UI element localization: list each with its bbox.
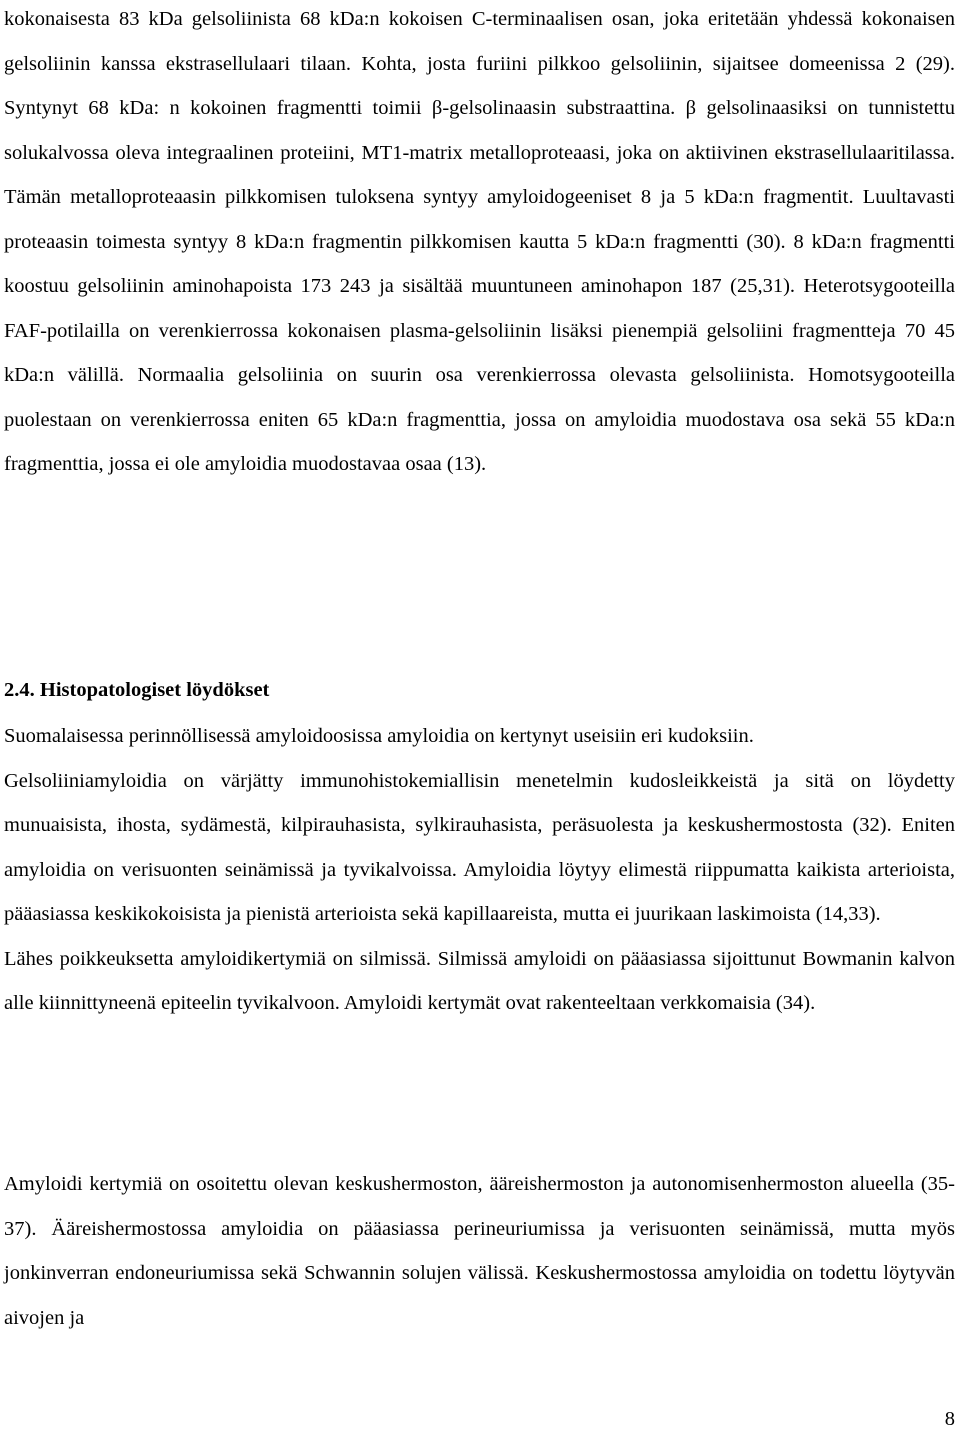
paragraph-line-intro: Suomalaisessa perinnöllisessä amyloidoosissa amyloidia on kertynyt useisiin eri kudoksiin. (4, 725, 754, 747)
paragraph-eyes: Lähes poikkeuksetta amyloidikertymiä on silmissä. Silmissä amyloidi on pääasiassa sijoittunut Bowmanin kalvon alle kiinnittyneenä epiteelin tyvikalvoon. Amyloidi kertymät ovat rakenteeltaan verkkomaisia (34). (4, 947, 955, 1014)
page-number: 8 (944, 1408, 955, 1430)
paragraph-nervous-system: Amyloidi kertymiä on osoitettu olevan keskushermoston, ääreishermoston ja autonomisenhermoston alueella (35-37). Ääreishermostossa amyloidia on pääasiassa perineuriumissa ja verisuonten seinämissä, mutta myös jonkinverran endoneuriumissa sekä Schwannin solujen välissä. Keskushermostossa amyloidia on todettu löytyvän aivojen ja (4, 1173, 955, 1329)
section-number: 2.4. (4, 679, 35, 701)
section-title: Histopatologiset löydökset (39, 679, 270, 701)
section-heading (4, 670, 269, 710)
paragraph-immunohistochemistry: Gelsoliiniamyloidia on värjätty immunohistokemiallisin menetelmin kudosleikkeistä ja sitä on löydetty munuaisista, ihosta, sydämestä, kilpirauhasista, sylkirauhasista, peräsuolesta ja keskushermostosta (32). Eniten amyloidia on verisuonten seinämissä ja tyvikalvoissa. Amyloidia löytyy elimestä riippumatta kaikista arterioista, pääasiassa keskikokoisista ja pienistä arterioista sekä kapillaareista, mutta ei juurikaan laskimoista (14,33). (4, 769, 955, 925)
paragraph-gelsolin-fragments: kokonaisesta 83 kDa gelsoliinista 68 kDa:n kokoisen C-terminaalisen osan, joka eritetään yhdessä kokonaisen gelsoliinin kanssa ekstrasellulaari tilaan. Kohta, josta furiini pilkkoo gelsoliinin, sijaitsee domeenissa 2 (29). Syntynyt 68 kDa: n kokoinen fragmentti toimii β-gelsolinaasin substraattina. β gelsolinaasiksi on tunnistettu solukalvossa oleva integraalinen proteiini, MT1-matrix metalloproteaasi, joka on aktiivinen ekstrasellulaaritilassa. Tämän metalloproteaasin pilkkomisen tuloksena syntyy amyloidogeeniset 8 ja 5 kDa:n fragmentit. Luultavasti proteaasin toimesta syntyy 8 kDa:n fragmentin pilkkomisen kautta 5 kDa:n fragmentti (30). 8 kDa:n fragmentti koostuu gelsoliinin aminohapoista 173 243 ja sisältää muuntuneen aminohapon 187 (25,31). Heterotsygooteilla FAF-potilailla on verenkierrossa kokonaisen plasma-gelsoliinin lisäksi pienempiä gelsoliini fragmentteja 70 45 kDa:n välillä. Normaalia gelsoliinia on suurin osa verenkierrossa olevasta gelsoliinista. Homotsygooteilla puolestaan on verenkierrossa eniten 65 kDa:n fragmenttia, jossa on amyloidia muodostava osa sekä 55 kDa:n fragmenttia, jossa ei ole amyloidia muodostavaa osaa (13). (4, 8, 955, 475)
paragraph-histopathology (4, 714, 955, 1026)
